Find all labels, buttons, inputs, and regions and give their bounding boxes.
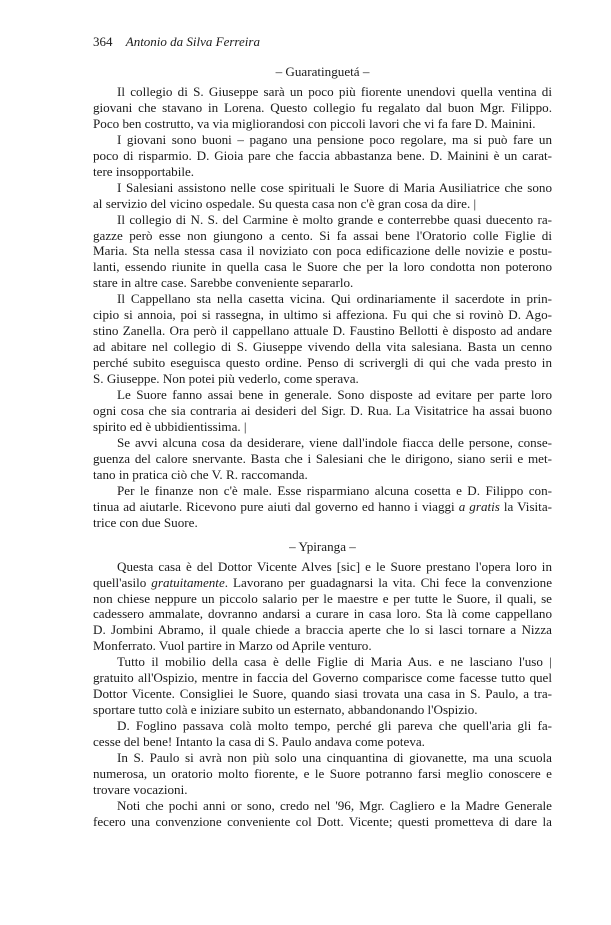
text-line: sportare tutto colà e iniziare subito un esternato, abbandonando l'Ospizio. [93, 702, 478, 718]
text-line: Il Cappellano sta nella casetta vicina. Qui ordinariamente il sacerdote in prin- [117, 291, 552, 307]
text-line: trice con due Suore. [93, 514, 198, 530]
text-line: tano in pratica ciò che V. R. raccomanda. [93, 466, 308, 482]
text-line: S. Giuseppe. Non potei più vederlo, come sperava. [93, 371, 359, 387]
text-line: cadessero ammalate, dovranno andarsi a curare in casa loro. Sta là come cappellano [93, 606, 552, 622]
text-line: Se avvi alcuna cosa da desiderare, viene dall'indole fiacca delle persone, conse- [117, 434, 552, 450]
text-line: poco di risparmio. D. Gioia pare che faccia abbastanza bene. D. Mainini è un carat- [93, 147, 552, 163]
text-line: stino Zanella. Ora però il cappellano attuale D. Faustino Bellotti è disposto ad andare [93, 323, 552, 339]
text-line: ogni cosa che sia contraria ai desideri del Sigr. D. Rua. La Visitatrice ha assai buono [93, 403, 552, 419]
text-line: In S. Paulo si avrà non più solo una cinquantina di giovanette, ma una scuola [117, 750, 552, 766]
text-line: non chiese neppure un piccolo salario per le maestre e per tutte le Suore, il quali, se [93, 590, 552, 606]
text-line: Maria. Sta nella stessa casa il noviziato con poca edificazione delle novizie e postu- [93, 243, 552, 259]
text-line: trovare vocazioni. [93, 781, 188, 797]
text-line: Monferrato. Vuol partire in Marzo od Aprile venturo. [93, 638, 372, 654]
text-line: Il collegio di S. Giuseppe sarà un poco più fiorente unendovi quella ventina di [117, 83, 552, 99]
text-line: numerosa, un oratorio molto fiorente, e le Suore potranno farsi meglio conoscere e [93, 765, 552, 781]
text-line: tere insopportabile. [93, 163, 195, 179]
text-line: Il collegio di N. S. del Carmine è molto grande e conterrebbe quasi duecento ra- [117, 211, 552, 227]
italic-phrase: gratuitamente [151, 574, 225, 590]
body-text [93, 64, 552, 830]
text-line: al servizio del vicino ospedale. Su questa casa non c'è gran cosa da dire. | [93, 195, 477, 211]
text-line: Le Suore fanno assai bene in generale. Sono disposte ad evitare per parte loro [117, 387, 552, 403]
text-line: ad abitare nel collegio di S. Giuseppe vivendo della vita salesiana. Basta un cenno [93, 339, 552, 355]
text-line: Dottor Vicente. Consigliei le Suore, quando siasi trovata una casa in S. Paulo, a tra- [93, 686, 552, 702]
text-line: cesse del bene! Intanto la casa di S. Paulo andava come poteva. [93, 734, 425, 750]
text-line: quell'asilo gratuitamente. Lavorano per guadagnarsi la vita. Chi fece la convenzione [93, 574, 553, 590]
text-line: stare in altre case. Sarebbe conveniente separarlo. [93, 275, 354, 291]
text-line: Noti che pochi anni or sono, credo nel '96, Mgr. Cagliero e la Madre Generale [117, 797, 552, 813]
section-heading: – Ypiranga – [289, 538, 356, 554]
page-number: 364 [93, 34, 113, 49]
running-head [93, 34, 260, 50]
text-line: D. Jombini Abramo, il quale chiede a braccia aperte che lo si lasci tornare a Nizza [93, 622, 552, 638]
text-line: Per le finanze non c'è male. Esse risparmiano alcuna cosetta e D. Filippo con- [117, 482, 552, 498]
text-line: spirito ed è ubbidientissima. | [93, 418, 247, 434]
text-line: fecero una convenzione conveniente col Dott. Vicente; questi prometteva di dare la [93, 813, 552, 829]
text-line: I giovani sono buoni – pagano una pensione poco regolare, ma si può fare un [117, 131, 552, 147]
text-line: cipio si annoia, poi si rassegna, in ultimo si affeziona. Fu qui che si rovinò D. Ago- [93, 307, 552, 323]
running-head-author: Antonio da Silva Ferreira [125, 34, 260, 49]
section-heading: – Guaratinguetá – [275, 64, 370, 79]
italic-phrase: a gratis [458, 498, 500, 514]
text-line: Questa casa è del Dottor Vicente Alves [sic] e le Suore prestano l'opera loro in [117, 558, 552, 574]
text-line: giovani che stavano in Lorena. Questo collegio fu regalato dal buon Mgr. Filippo. [93, 99, 552, 115]
text-line: gazze però esse non giungono a cento. Si fa assai bene l'Oratorio colle Figlie di [93, 227, 552, 243]
text-line: D. Foglino passava colà molto tempo, perché gli pareva che quell'aria gli fa- [117, 718, 552, 734]
text-line: gratuito all'Ospizio, mentre in faccia del Governo comparisce come facesse tutto quel [93, 670, 552, 686]
text-line: guenza del calore snervante. Basta che i Salesiani che le dirigono, siano serii e met- [93, 450, 552, 466]
text-line: lanti, essendo riunite in quella casa le Suore che per la loro condotta non poterono [93, 259, 552, 275]
text-line: tinua ad aiutarle. Ricevono pure aiuti dal governo ed hanno i viaggi a gratis la Visita- [93, 498, 552, 514]
text-line: perché subito eseguisca questo ordine. Penso di scrivergli di qui che vada presto in [93, 355, 552, 371]
text-line: Poco ben costrutto, va via migliorandosi con piccoli lavori che vi fa fare D. Mainini. [93, 115, 536, 131]
text-line: Tutto il mobilio della casa è delle Figlie di Maria Aus. e ne lasciano l'uso | [117, 654, 552, 670]
text-line: I Salesiani assistono nelle cose spirituali le Suore di Maria Ausiliatrice che sono [117, 179, 552, 195]
